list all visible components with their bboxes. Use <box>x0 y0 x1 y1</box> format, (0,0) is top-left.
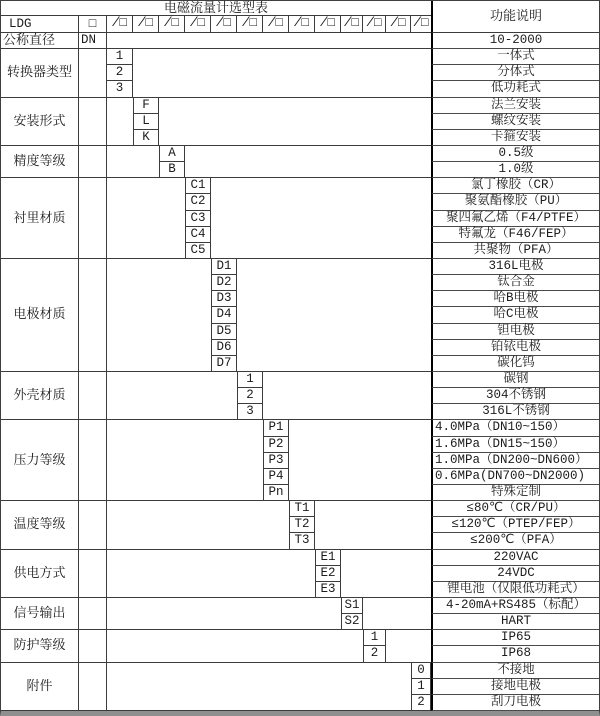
category-code: T3 <box>289 533 315 549</box>
model-slot: /□ <box>315 16 341 33</box>
function-value: ≤200℃（PFA） <box>431 533 599 549</box>
category-label: 温度等级 <box>1 501 79 549</box>
category-label: 防护等级 <box>1 630 79 662</box>
function-value: 螺纹安装 <box>431 114 599 130</box>
function-value: 钽电极 <box>431 324 599 340</box>
category-code: 1 <box>411 679 431 695</box>
function-value: 1.0级 <box>431 162 599 178</box>
category-label: 公称直径 <box>1 33 79 49</box>
category-code: D6 <box>211 340 237 356</box>
filler <box>79 372 107 420</box>
model-slot: /□ <box>185 16 211 33</box>
filler <box>79 146 107 178</box>
category-label: 供电方式 <box>1 550 79 598</box>
function-value: 4-20mA+RS485（标配） <box>431 598 599 614</box>
function-value: 10-2000 <box>431 33 599 49</box>
function-value: 聚氨酯橡胶（PU） <box>431 194 599 210</box>
category-code: 2 <box>411 695 431 711</box>
category-code: C5 <box>185 243 211 259</box>
category-code: D5 <box>211 324 237 340</box>
function-value: 哈B电极 <box>431 291 599 307</box>
function-value: ≤120℃（PTEP/FEP） <box>431 517 599 533</box>
filler <box>107 630 363 662</box>
category-code: E2 <box>315 566 341 582</box>
filler <box>79 259 107 372</box>
model-slot: /□ <box>386 16 411 33</box>
function-value: 铂铱电极 <box>431 340 599 356</box>
function-value: 刮刀电极 <box>431 695 599 711</box>
filler <box>79 598 107 630</box>
category-code: L <box>133 114 159 130</box>
category-code: D2 <box>211 275 237 291</box>
filler <box>107 146 159 178</box>
filler <box>107 98 133 146</box>
category-code: C3 <box>185 211 211 227</box>
function-value: 接地电极 <box>431 679 599 695</box>
function-value: 特殊定制 <box>431 485 599 501</box>
filler <box>107 372 237 420</box>
function-value: 碳钢 <box>431 372 599 388</box>
model-slot: /□ <box>133 16 159 33</box>
function-header: 功能说明 <box>431 1 599 33</box>
function-value: 一体式 <box>431 49 599 65</box>
function-value: ≤80℃（CR/PU） <box>431 501 599 517</box>
category-code: T1 <box>289 501 315 517</box>
model-slot: /□ <box>211 16 237 33</box>
category-code: P4 <box>263 469 289 485</box>
category-label: 精度等级 <box>1 146 79 178</box>
category-code: P2 <box>263 437 289 453</box>
category-code: 2 <box>107 65 133 81</box>
model-slot: /□ <box>411 16 431 33</box>
category-code: E1 <box>315 550 341 566</box>
category-code: B <box>159 162 185 178</box>
filler <box>79 550 107 598</box>
function-value: 钛合金 <box>431 275 599 291</box>
function-value: 锂电池（仅限低功耗式） <box>431 582 599 598</box>
function-value: 0.6MPa(DN700~DN2000) <box>431 469 599 485</box>
category-label: 电极材质 <box>1 259 79 372</box>
category-code: DN <box>79 33 107 49</box>
function-value: 哈C电极 <box>431 307 599 323</box>
category-code: C1 <box>185 178 211 194</box>
function-value: 316L电极 <box>431 259 599 275</box>
filler <box>289 420 431 501</box>
category-code: D4 <box>211 307 237 323</box>
category-code: A <box>159 146 185 162</box>
category-code: 2 <box>363 646 386 662</box>
category-code: E3 <box>315 582 341 598</box>
category-label: 信号输出 <box>1 598 79 630</box>
category-code: 3 <box>237 404 263 420</box>
function-value: 低功耗式 <box>431 81 599 97</box>
filler <box>107 501 289 549</box>
filler <box>107 550 315 598</box>
category-code: 1 <box>363 630 386 646</box>
filler <box>107 33 431 49</box>
filler <box>79 178 107 259</box>
category-code: C4 <box>185 227 211 243</box>
function-value: 不接地 <box>431 663 599 679</box>
category-code: D1 <box>211 259 237 275</box>
filler <box>79 49 107 97</box>
category-code: 1 <box>237 372 263 388</box>
model-slot: /□ <box>289 16 315 33</box>
category-code: 2 <box>237 388 263 404</box>
function-value: 特氟龙（F46/FEP） <box>431 227 599 243</box>
category-code: C2 <box>185 194 211 210</box>
model-slot: /□ <box>341 16 363 33</box>
model-slot: /□ <box>107 16 133 33</box>
function-value: 1.6MPa（DN15~150） <box>431 437 599 453</box>
filler <box>79 420 107 501</box>
model-blank-box: □ <box>79 16 107 33</box>
category-code: S1 <box>341 598 363 614</box>
filler <box>107 420 263 501</box>
function-value: 分体式 <box>431 65 599 81</box>
category-code: S2 <box>341 614 363 630</box>
filler <box>315 501 431 549</box>
filler <box>263 372 431 420</box>
category-code: P1 <box>263 420 289 436</box>
filler <box>107 259 211 372</box>
filler <box>107 178 185 259</box>
category-code: 3 <box>107 81 133 97</box>
function-value: 1.0MPa（DN200~DN600） <box>431 453 599 469</box>
filler <box>107 663 411 711</box>
table-title: 电磁流量计选型表 <box>1 1 431 16</box>
category-code: Pn <box>263 485 289 501</box>
filler <box>237 259 431 372</box>
function-value: 316L不锈钢 <box>431 404 599 420</box>
filler <box>107 598 341 630</box>
function-value: HART <box>431 614 599 630</box>
filler <box>79 663 107 711</box>
category-label: 转换器类型 <box>1 49 79 97</box>
filler <box>79 501 107 549</box>
function-value: 法兰安装 <box>431 98 599 114</box>
filler <box>133 49 431 97</box>
filler <box>79 98 107 146</box>
model-slot: /□ <box>263 16 289 33</box>
filler <box>185 146 431 178</box>
category-label: 安装形式 <box>1 98 79 146</box>
function-value: 220VAC <box>431 550 599 566</box>
category-code: 0 <box>411 663 431 679</box>
category-code: D3 <box>211 291 237 307</box>
function-value: 碳化钨 <box>431 356 599 372</box>
model-slot: /□ <box>237 16 263 33</box>
filler <box>386 630 431 662</box>
model-prefix: LDG <box>1 16 79 33</box>
function-value: 氯丁橡胶（CR） <box>431 178 599 194</box>
category-code: K <box>133 130 159 146</box>
function-value: 24VDC <box>431 566 599 582</box>
function-value: 304不锈钢 <box>431 388 599 404</box>
filler <box>211 178 431 259</box>
function-value: 4.0MPa（DN10~150） <box>431 420 599 436</box>
category-code: T2 <box>289 517 315 533</box>
category-label: 压力等级 <box>1 420 79 501</box>
function-value: IP68 <box>431 646 599 662</box>
category-label: 外壳材质 <box>1 372 79 420</box>
category-code: 1 <box>107 49 133 65</box>
category-label: 衬里材质 <box>1 178 79 259</box>
filler <box>79 630 107 662</box>
filler <box>363 598 431 630</box>
function-value: IP65 <box>431 630 599 646</box>
category-label: 附件 <box>1 663 79 711</box>
filler <box>159 98 431 146</box>
category-code: P3 <box>263 453 289 469</box>
function-value: 卡箍安装 <box>431 130 599 146</box>
model-slot: /□ <box>363 16 386 33</box>
model-slot: /□ <box>159 16 185 33</box>
function-value: 0.5级 <box>431 146 599 162</box>
function-value: 共聚物（PFA） <box>431 243 599 259</box>
function-value: 聚四氟乙烯（F4/PTFE） <box>431 211 599 227</box>
category-code: F <box>133 98 159 114</box>
category-code: D7 <box>211 356 237 372</box>
filler <box>341 550 431 598</box>
